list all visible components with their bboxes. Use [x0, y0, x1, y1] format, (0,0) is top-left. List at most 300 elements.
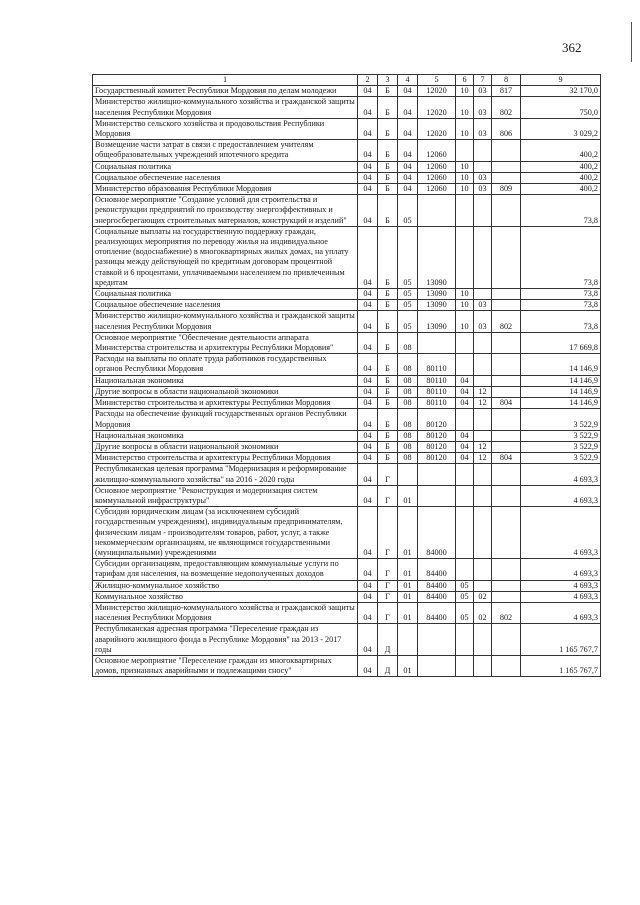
- amount-cell: 4 693,3: [521, 580, 601, 591]
- code-cell: 802: [492, 311, 521, 332]
- code-cell: 04: [358, 354, 378, 375]
- code-cell: 84400: [418, 559, 456, 580]
- code-cell: [474, 332, 492, 353]
- code-cell: [474, 430, 492, 441]
- code-cell: Б: [378, 86, 398, 97]
- code-cell: Г: [378, 507, 398, 559]
- code-cell: 12060: [418, 140, 456, 161]
- code-cell: [474, 655, 492, 676]
- code-cell: 12020: [418, 97, 456, 118]
- code-cell: [418, 464, 456, 485]
- row-name-cell: Основное мероприятие "Обеспечение деятельности аппарата Министерства строительства и архитектуры Республики Мордовия": [93, 332, 358, 353]
- code-cell: Б: [378, 453, 398, 464]
- code-cell: 08: [398, 430, 418, 441]
- header-cell: 3: [378, 75, 398, 86]
- code-cell: [474, 485, 492, 506]
- code-cell: 04: [358, 485, 378, 506]
- row-name-cell: Основное мероприятие "Реконструкция и модернизация систем коммунальной инфраструктуры": [93, 485, 358, 506]
- code-cell: 12: [474, 386, 492, 397]
- code-cell: 08: [398, 453, 418, 464]
- header-cell: 4: [398, 75, 418, 86]
- code-cell: 03: [474, 172, 492, 183]
- code-cell: 13090: [418, 300, 456, 311]
- row-name-cell: Министерство сельского хозяйства и продовольствия Республики Мордовия: [93, 118, 358, 139]
- code-cell: 03: [474, 300, 492, 311]
- amount-cell: 3 522,9: [521, 453, 601, 464]
- code-cell: [492, 375, 521, 386]
- amount-cell: 400,2: [521, 184, 601, 195]
- code-cell: [456, 195, 474, 227]
- code-cell: 03: [474, 118, 492, 139]
- code-cell: [418, 655, 456, 676]
- row-name-cell: Жилищно-коммунальное хозяйство: [93, 580, 358, 591]
- code-cell: 10: [456, 172, 474, 183]
- amount-cell: 400,2: [521, 140, 601, 161]
- row-name-cell: Национальная экономика: [93, 430, 358, 441]
- code-cell: 806: [492, 118, 521, 139]
- row-name-cell: Расходы на выплаты по оплате труда работников государственных органов Республики Мордовия: [93, 354, 358, 375]
- amount-cell: 3 029,2: [521, 118, 601, 139]
- code-cell: 04: [358, 559, 378, 580]
- code-cell: 809: [492, 184, 521, 195]
- code-cell: 10: [456, 300, 474, 311]
- code-cell: [492, 226, 521, 288]
- code-cell: 01: [398, 559, 418, 580]
- amount-cell: 4 693,3: [521, 507, 601, 559]
- code-cell: Б: [378, 140, 398, 161]
- code-cell: [456, 624, 474, 656]
- code-cell: 02: [474, 602, 492, 623]
- amount-cell: 4 693,3: [521, 464, 601, 485]
- amount-cell: 73,8: [521, 226, 601, 288]
- code-cell: 12020: [418, 118, 456, 139]
- table-row: [93, 409, 601, 430]
- row-name-cell: Субсидии юридическим лицам (за исключением субсидий государственным учреждениям), индивидуальным предпринимателям, физическим лицам - производителям товаров, работ, услуг, а также некоммерческим организациям, не являющимся государственными (муниципальными) учреждениями: [93, 507, 358, 559]
- code-cell: [492, 559, 521, 580]
- code-cell: 04: [456, 398, 474, 409]
- code-cell: [398, 624, 418, 656]
- table-row: [93, 118, 601, 139]
- code-cell: 04: [358, 580, 378, 591]
- table-row: [93, 507, 601, 559]
- code-cell: 04: [358, 507, 378, 559]
- amount-cell: 3 522,9: [521, 409, 601, 430]
- header-cell: 8: [492, 75, 521, 86]
- code-cell: 04: [358, 161, 378, 172]
- code-cell: 04: [398, 97, 418, 118]
- header-cell: 9: [521, 75, 601, 86]
- code-cell: [492, 386, 521, 397]
- amount-cell: 400,2: [521, 161, 601, 172]
- row-name-cell: Республиканская адресная программа "Переселение граждан из аварийного жилищного фонда в Республике Мордовия" на 2013 - 2017 годы: [93, 624, 358, 656]
- row-name-cell: Основное мероприятие "Переселение граждан из многоквартирных домов, признанных аварийными и подлежащими сносу": [93, 655, 358, 676]
- code-cell: 80110: [418, 354, 456, 375]
- code-cell: [474, 580, 492, 591]
- code-cell: 05: [398, 195, 418, 227]
- header-cell: 5: [418, 75, 456, 86]
- code-cell: Б: [378, 172, 398, 183]
- amount-cell: 4 693,3: [521, 591, 601, 602]
- code-cell: 04: [456, 453, 474, 464]
- amount-cell: 3 522,9: [521, 441, 601, 452]
- code-cell: 817: [492, 86, 521, 97]
- table-row: [93, 453, 601, 464]
- code-cell: 04: [358, 195, 378, 227]
- code-cell: [474, 375, 492, 386]
- table-row: [93, 311, 601, 332]
- code-cell: 13090: [418, 289, 456, 300]
- code-cell: 10: [456, 118, 474, 139]
- code-cell: 04: [358, 97, 378, 118]
- table-row: [93, 184, 601, 195]
- code-cell: [492, 464, 521, 485]
- code-cell: 80120: [418, 441, 456, 452]
- code-cell: 10: [456, 289, 474, 300]
- row-name-cell: Министерство жилищно-коммунального хозяйства и гражданской защиты населения Республики Мордовия: [93, 311, 358, 332]
- amount-cell: 4 693,3: [521, 559, 601, 580]
- amount-cell: 73,8: [521, 289, 601, 300]
- code-cell: 01: [398, 507, 418, 559]
- code-cell: 804: [492, 453, 521, 464]
- code-cell: 04: [456, 375, 474, 386]
- code-cell: 04: [358, 289, 378, 300]
- code-cell: [492, 624, 521, 656]
- code-cell: [474, 624, 492, 656]
- code-cell: 12: [474, 453, 492, 464]
- row-name-cell: Республиканская целевая программа "Модернизация и реформирование жилищно-коммунального хозяйства" на 2016 - 2020 годы: [93, 464, 358, 485]
- code-cell: 10: [456, 311, 474, 332]
- code-cell: Б: [378, 311, 398, 332]
- table-row: [93, 172, 601, 183]
- code-cell: 04: [358, 386, 378, 397]
- code-cell: [474, 161, 492, 172]
- code-cell: 04: [358, 140, 378, 161]
- page-edge-mark: [631, 22, 632, 62]
- row-name-cell: Министерство жилищно-коммунального хозяйства и гражданской защиты населения Республики Мордовия: [93, 97, 358, 118]
- code-cell: Г: [378, 602, 398, 623]
- code-cell: [474, 195, 492, 227]
- table-row: [93, 140, 601, 161]
- row-name-cell: Социальное обеспечение населения: [93, 172, 358, 183]
- code-cell: Б: [378, 386, 398, 397]
- row-name-cell: Социальные выплаты на государственную поддержку граждан, реализующих мероприятия по переводу жилья на индивидуальное отопление (водоснабжение) в многоквартирных жилых домах, на уплату разницы между действующей по кредитным договорам процентной ставкой и 6 процентами, уплачиваемыми населением по привлеченным кредитам: [93, 226, 358, 288]
- code-cell: [474, 507, 492, 559]
- code-cell: [492, 140, 521, 161]
- code-cell: 804: [492, 398, 521, 409]
- code-cell: 80120: [418, 453, 456, 464]
- code-cell: 05: [456, 602, 474, 623]
- code-cell: 802: [492, 97, 521, 118]
- code-cell: Г: [378, 580, 398, 591]
- code-cell: 05: [398, 226, 418, 288]
- amount-cell: 73,8: [521, 300, 601, 311]
- table-row: [93, 161, 601, 172]
- code-cell: [474, 409, 492, 430]
- table-row: [93, 300, 601, 311]
- code-cell: 12060: [418, 184, 456, 195]
- code-cell: 04: [358, 624, 378, 656]
- row-name-cell: Расходы на обеспечение функций государственных органов Республики Мордовия: [93, 409, 358, 430]
- code-cell: Б: [378, 226, 398, 288]
- code-cell: 03: [474, 97, 492, 118]
- code-cell: 05: [456, 591, 474, 602]
- code-cell: Б: [378, 332, 398, 353]
- code-cell: 01: [398, 485, 418, 506]
- code-cell: 04: [358, 453, 378, 464]
- row-name-cell: Другие вопросы в области национальной экономики: [93, 386, 358, 397]
- code-cell: 03: [474, 86, 492, 97]
- row-name-cell: Министерство жилищно-коммунального хозяйства и гражданской защиты населения Республики Мордовия: [93, 602, 358, 623]
- page-number: 362: [562, 40, 582, 55]
- code-cell: 12: [474, 441, 492, 452]
- code-cell: Г: [378, 591, 398, 602]
- header-cell: 6: [456, 75, 474, 86]
- code-cell: Б: [378, 441, 398, 452]
- code-cell: Б: [378, 430, 398, 441]
- code-cell: [456, 354, 474, 375]
- code-cell: [492, 172, 521, 183]
- code-cell: 04: [456, 441, 474, 452]
- code-cell: 04: [358, 441, 378, 452]
- table-row: [93, 86, 601, 97]
- code-cell: [474, 354, 492, 375]
- amount-cell: 1 165 767,7: [521, 624, 601, 656]
- code-cell: 01: [398, 591, 418, 602]
- code-cell: [456, 559, 474, 580]
- code-cell: 13090: [418, 226, 456, 288]
- code-cell: 01: [398, 602, 418, 623]
- code-cell: Г: [378, 464, 398, 485]
- header-cell: 1: [93, 75, 358, 86]
- code-cell: [492, 195, 521, 227]
- code-cell: 84400: [418, 602, 456, 623]
- code-cell: 08: [398, 398, 418, 409]
- code-cell: 04: [358, 86, 378, 97]
- code-cell: 05: [398, 300, 418, 311]
- amount-cell: 4 693,3: [521, 602, 601, 623]
- code-cell: 12020: [418, 86, 456, 97]
- code-cell: 02: [474, 591, 492, 602]
- table-row: [93, 591, 601, 602]
- code-cell: [474, 226, 492, 288]
- code-cell: 12060: [418, 172, 456, 183]
- code-cell: 05: [456, 580, 474, 591]
- code-cell: 03: [474, 184, 492, 195]
- code-cell: [492, 485, 521, 506]
- code-cell: 84400: [418, 580, 456, 591]
- code-cell: Д: [378, 624, 398, 656]
- code-cell: 04: [398, 161, 418, 172]
- amount-cell: 750,0: [521, 97, 601, 118]
- code-cell: 80110: [418, 375, 456, 386]
- amount-cell: 73,8: [521, 311, 601, 332]
- code-cell: 04: [398, 118, 418, 139]
- amount-cell: 1 165 767,7: [521, 655, 601, 676]
- table-row: [93, 398, 601, 409]
- code-cell: [418, 332, 456, 353]
- table-row: [93, 97, 601, 118]
- code-cell: Б: [378, 195, 398, 227]
- table-row: [93, 332, 601, 353]
- table-row: [93, 354, 601, 375]
- code-cell: 10: [456, 184, 474, 195]
- row-name-cell: Министерство строительства и архитектуры Республики Мордовия: [93, 398, 358, 409]
- code-cell: 04: [358, 118, 378, 139]
- code-cell: Д: [378, 655, 398, 676]
- code-cell: [474, 289, 492, 300]
- amount-cell: 14 146,9: [521, 375, 601, 386]
- code-cell: [456, 140, 474, 161]
- code-cell: 04: [398, 172, 418, 183]
- row-name-cell: Национальная экономика: [93, 375, 358, 386]
- code-cell: [456, 507, 474, 559]
- code-cell: [456, 464, 474, 485]
- code-cell: Б: [378, 398, 398, 409]
- amount-cell: 14 146,9: [521, 398, 601, 409]
- code-cell: Б: [378, 184, 398, 195]
- code-cell: [492, 591, 521, 602]
- code-cell: 80120: [418, 430, 456, 441]
- code-cell: 08: [398, 332, 418, 353]
- code-cell: 80110: [418, 398, 456, 409]
- code-cell: 04: [358, 300, 378, 311]
- code-cell: [492, 441, 521, 452]
- code-cell: [474, 140, 492, 161]
- code-cell: Г: [378, 485, 398, 506]
- code-cell: 84400: [418, 591, 456, 602]
- code-cell: [398, 464, 418, 485]
- code-cell: 04: [358, 655, 378, 676]
- amount-cell: 400,2: [521, 172, 601, 183]
- code-cell: 04: [358, 409, 378, 430]
- code-cell: 08: [398, 375, 418, 386]
- code-cell: [492, 289, 521, 300]
- code-cell: 10: [456, 86, 474, 97]
- code-cell: Г: [378, 559, 398, 580]
- table-row: [93, 375, 601, 386]
- code-cell: 04: [358, 430, 378, 441]
- table-row: [93, 580, 601, 591]
- code-cell: 04: [456, 386, 474, 397]
- code-cell: [418, 195, 456, 227]
- code-cell: [456, 409, 474, 430]
- code-cell: 04: [398, 184, 418, 195]
- table-row: [93, 464, 601, 485]
- code-cell: Б: [378, 289, 398, 300]
- code-cell: 80120: [418, 409, 456, 430]
- table-row: [93, 289, 601, 300]
- code-cell: 04: [398, 140, 418, 161]
- code-cell: 80110: [418, 386, 456, 397]
- table-row: [93, 195, 601, 227]
- code-cell: 04: [358, 375, 378, 386]
- code-cell: [492, 161, 521, 172]
- code-cell: 08: [398, 441, 418, 452]
- amount-cell: 14 146,9: [521, 386, 601, 397]
- row-name-cell: Коммунальное хозяйство: [93, 591, 358, 602]
- code-cell: 08: [398, 409, 418, 430]
- code-cell: [474, 559, 492, 580]
- code-cell: Б: [378, 375, 398, 386]
- code-cell: 04: [398, 86, 418, 97]
- amount-cell: 73,8: [521, 195, 601, 227]
- code-cell: 04: [358, 172, 378, 183]
- amount-cell: 3 522,9: [521, 430, 601, 441]
- code-cell: 04: [358, 464, 378, 485]
- code-cell: 04: [358, 184, 378, 195]
- code-cell: 01: [398, 580, 418, 591]
- code-cell: [456, 485, 474, 506]
- table-row: [93, 485, 601, 506]
- code-cell: Б: [378, 409, 398, 430]
- code-cell: 12060: [418, 161, 456, 172]
- row-name-cell: Другие вопросы в области национальной экономики: [93, 441, 358, 452]
- table-row: [93, 559, 601, 580]
- row-name-cell: Субсидии организациям, предоставляющим коммунальные услуги по тарифам для населения, на возмещение недополученных доходов: [93, 559, 358, 580]
- code-cell: [418, 624, 456, 656]
- row-name-cell: Основное мероприятие "Создание условий для строительства и реконструкции предприятий по производству энергоэффективных и энергосберегающих строительных материалов, конструкций и изделий": [93, 195, 358, 227]
- row-name-cell: Министерство строительства и архитектуры Республики Мордовия: [93, 453, 358, 464]
- row-name-cell: Социальная политика: [93, 289, 358, 300]
- table-row: [93, 226, 601, 288]
- row-name-cell: Государственный комитет Республики Мордовия по делам молодежи: [93, 86, 358, 97]
- code-cell: 04: [456, 430, 474, 441]
- code-cell: [492, 580, 521, 591]
- code-cell: 04: [358, 311, 378, 332]
- table-row: [93, 602, 601, 623]
- code-cell: Б: [378, 118, 398, 139]
- code-cell: 10: [456, 97, 474, 118]
- code-cell: [492, 507, 521, 559]
- code-cell: [492, 300, 521, 311]
- code-cell: 04: [358, 398, 378, 409]
- code-cell: [456, 655, 474, 676]
- table-row: [93, 655, 601, 676]
- table-row: [93, 386, 601, 397]
- code-cell: 08: [398, 386, 418, 397]
- amount-cell: 4 693,3: [521, 485, 601, 506]
- code-cell: Б: [378, 161, 398, 172]
- code-cell: 04: [358, 332, 378, 353]
- table-row: [93, 624, 601, 656]
- code-cell: [456, 332, 474, 353]
- code-cell: 04: [358, 591, 378, 602]
- row-name-cell: Социальная политика: [93, 161, 358, 172]
- table-row: [93, 441, 601, 452]
- code-cell: 05: [398, 311, 418, 332]
- code-cell: 04: [358, 226, 378, 288]
- code-cell: [492, 354, 521, 375]
- code-cell: 12: [474, 398, 492, 409]
- code-cell: Б: [378, 97, 398, 118]
- header-cell: 2: [358, 75, 378, 86]
- budget-table: [92, 74, 601, 677]
- table-row: [93, 430, 601, 441]
- row-name-cell: Министерство образования Республики Мордовия: [93, 184, 358, 195]
- code-cell: 10: [456, 161, 474, 172]
- code-cell: 04: [358, 602, 378, 623]
- code-cell: 13090: [418, 311, 456, 332]
- amount-cell: 14 146,9: [521, 354, 601, 375]
- code-cell: [492, 332, 521, 353]
- code-cell: 802: [492, 602, 521, 623]
- code-cell: 84000: [418, 507, 456, 559]
- code-cell: Б: [378, 354, 398, 375]
- amount-cell: 17 669,8: [521, 332, 601, 353]
- code-cell: 03: [474, 311, 492, 332]
- code-cell: [474, 464, 492, 485]
- row-name-cell: Возмещение части затрат в связи с предоставлением учителям общеобразовательных учреждений ипотечного кредита: [93, 140, 358, 161]
